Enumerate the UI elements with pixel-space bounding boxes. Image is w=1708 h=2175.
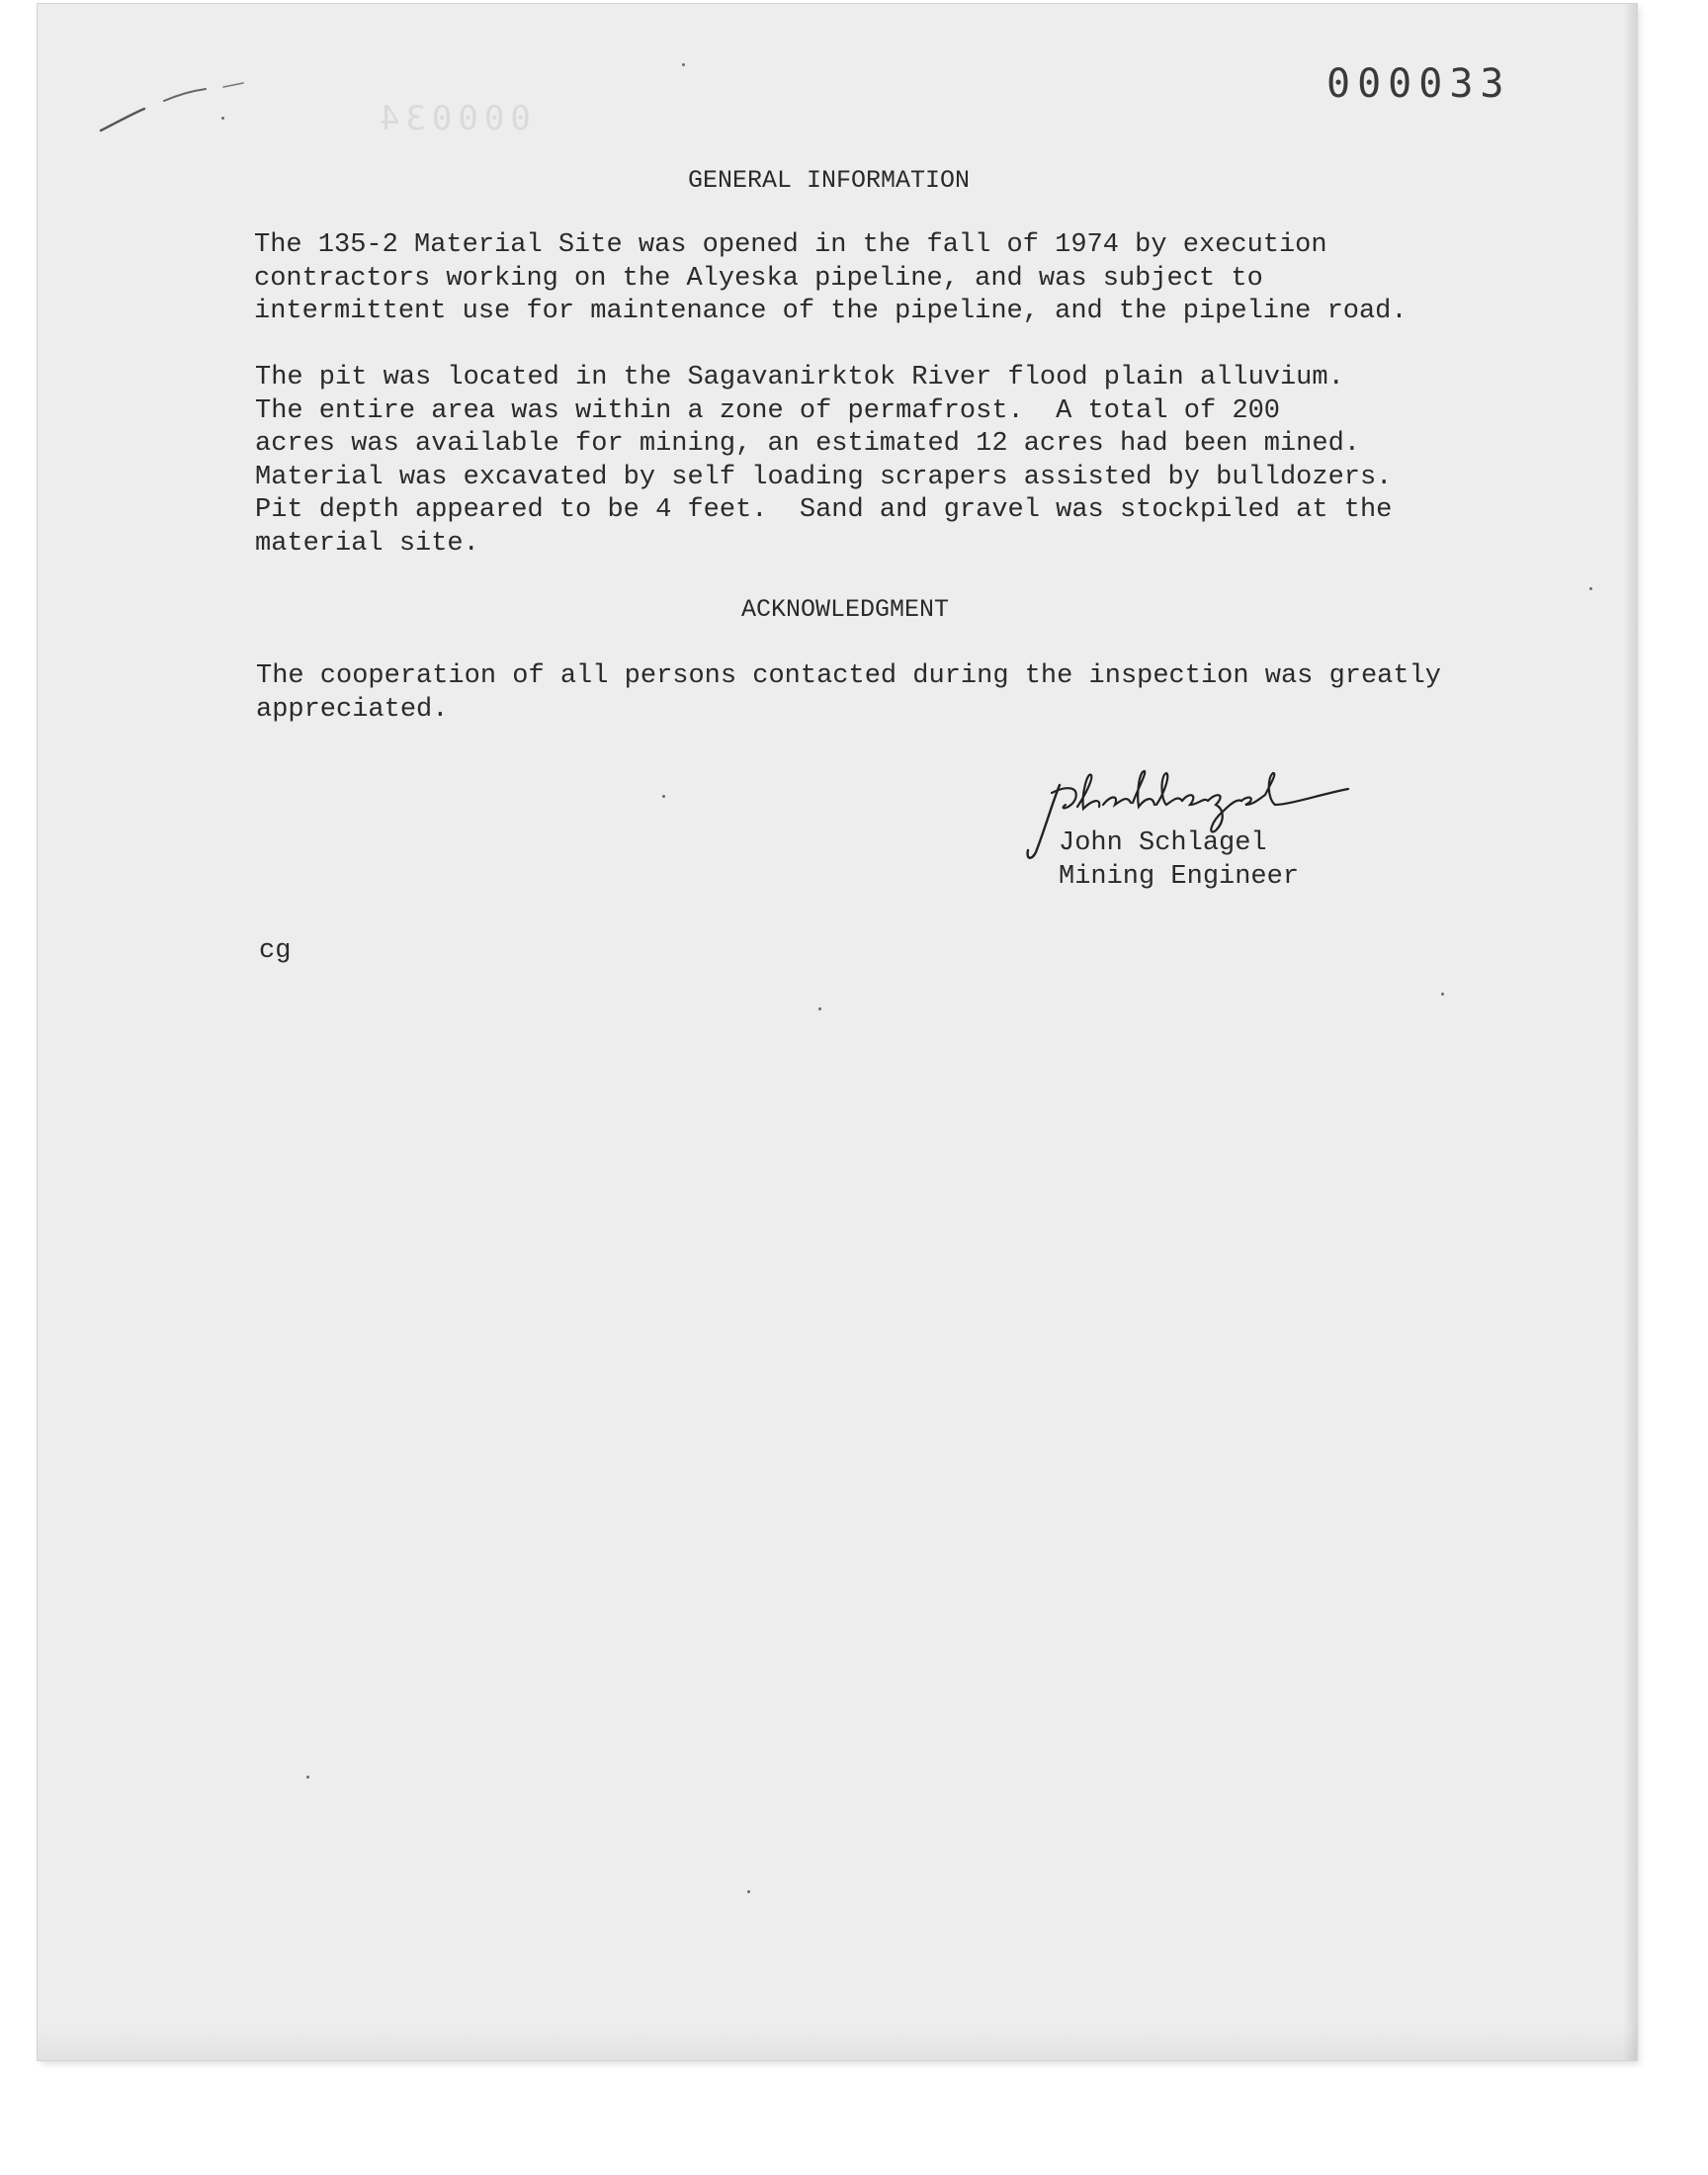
scan-speck	[1589, 587, 1592, 590]
bleed-through-number: 000034	[374, 99, 531, 138]
text-line: acres was available for mining, an estimated 12 acres had been mined.	[255, 429, 1360, 459]
text-line: The 135-2 Material Site was opened in the fall of 1974 by execution	[254, 230, 1327, 260]
scan-speck	[221, 117, 224, 120]
paragraph-general-information-2	[255, 362, 1392, 561]
page-edge-shadow	[1623, 4, 1637, 2060]
scanned-page	[38, 4, 1637, 2060]
signatory-title: Mining Engineer	[1059, 862, 1300, 892]
paragraph-general-information-1	[254, 229, 1408, 329]
typist-initials: cg	[259, 936, 292, 966]
text-line: The pit was located in the Sagavanirktok River flood plain alluvium.	[255, 363, 1344, 392]
scan-speck	[818, 1007, 821, 1010]
scan-speck	[747, 1890, 750, 1893]
stray-pen-mark	[97, 65, 255, 144]
scan-speck	[1441, 993, 1444, 996]
page-bottom-shadow	[38, 2027, 1637, 2060]
scan-speck	[682, 63, 685, 66]
text-line: contractors working on the Alyeska pipeline, and was subject to	[254, 263, 1263, 294]
signatory-name: John Schlagel	[1059, 828, 1267, 858]
scan-speck	[662, 795, 665, 798]
section-heading-acknowledgment: ACKNOWLEDGMENT	[741, 595, 950, 624]
text-line: Pit depth appeared to be 4 feet. Sand and gravel was stockpiled at the	[255, 495, 1393, 525]
text-line: material site.	[255, 528, 479, 559]
text-line: Material was excavated by self loading scrapers assisted by bulldozers.	[255, 462, 1393, 492]
text-line: appreciated.	[256, 694, 449, 725]
scan-speck	[306, 1776, 309, 1779]
paragraph-acknowledgment	[256, 660, 1441, 727]
text-line: The entire area was within a zone of permafrost. A total of 200	[255, 395, 1280, 426]
text-line: intermittent use for maintenance of the pipeline, and the pipeline road.	[254, 297, 1408, 326]
document-number: 000033	[1326, 61, 1511, 107]
section-heading-general-information: GENERAL INFORMATION	[688, 166, 971, 195]
text-line: The cooperation of all persons contacted during the inspection was greatly	[256, 661, 1441, 691]
